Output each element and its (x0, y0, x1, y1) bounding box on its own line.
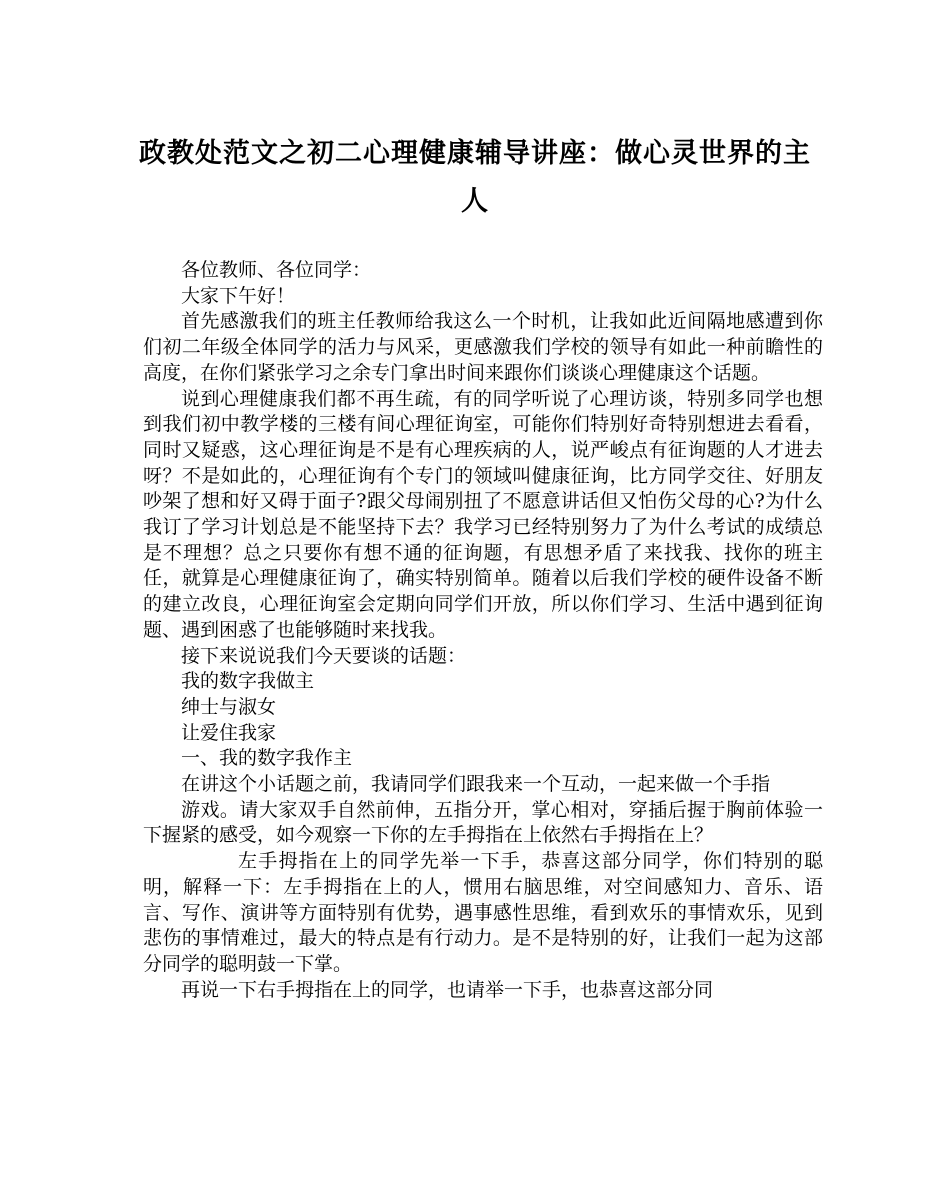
document-title: 政教处范文之初二心理健康辅导讲座：做心灵世界的主人 (139, 138, 811, 217)
paragraph-finger-game: 游戏。请大家双手自然前伸，五指分开，掌心相对，穿插后握于胸前体验一下握紧的感受，如今观察一下你的左手拇指在上依然右手拇指在上？ (143, 798, 823, 847)
topic-item-1: 我的数字我做主 (181, 670, 315, 693)
section-heading-1: 一、我的数字我作主 (181, 747, 353, 770)
topic-item-2: 绅士与淑女 (181, 695, 277, 718)
paragraph-thanks: 首先感激我们的班主任教师给我这么一个时机，让我如此近间隔地感遭到你们初二年级全体同学的活力与风采，更感激我们学校的领导有如此一种前瞻性的高度，在你们紧张学习之余专门拿出时间来跟你们谈谈心理健康这个话题。 (143, 310, 823, 384)
paragraph-greeting: 各位教师、各位同学： (181, 259, 372, 281)
paragraph-hello: 大家下午好！ (181, 284, 296, 307)
topic-item-3: 让爱住我家 (181, 721, 277, 744)
paragraph-left-thumb: 左手拇指在上的同学先举一下手，恭喜这部分同学，你们特别的聪明，解释一下：左手拇指在上的人，惯用右脑思维，对空间感知力、音乐、语言、写作、演讲等方面特别有优势，遇事感性思维，看到欢乐的事情欢乐，见到悲伤的事情难过，最大的特点是有行动力。是不是特别的好，让我们一起为这部分同学的聪明鼓一下掌。 (143, 850, 823, 975)
document-body (143, 258, 823, 1003)
paragraph-interaction: 在讲这个小话题之前，我请同学们跟我来一个互动，一起来做一个手指 (181, 773, 771, 796)
paragraph-counseling-intro: 说到心理健康我们都不再生疏，有的同学听说了心理访谈，特别多同学也想到我们初中教学楼的三楼有间心理征询室，可能你们特别好奇特别想进去看看，同时又疑惑，这心理征询是不是有心理疾病的人，说严峻点有征询题的人才进去呀？不是如此的，心理征询有个专门的领域叫健康征询，比方同学交往、好朋友吵架了想和好又碍于面子?跟父母闹别扭了不愿意讲话但又怕伤父母的心?为什么我订了学习计划总是不能坚持下去？我学习已经特别努力了为什么考试的成绩总是不理想？总之只要你有想不通的征询题，有思想矛盾了来找我、找你的班主任，就算是心理健康征询了，确实特别简单。随着以后我们学校的硬件设备不断的建立改良，心理征询室会定期向同学们开放，所以你们学习、生活中遇到征询题、遇到困惑了也能够随时来找我。 (143, 387, 823, 641)
paragraph-right-thumb: 再说一下右手拇指在上的同学，也请举一下手，也恭喜这部分同 (181, 978, 714, 1001)
paragraph-topics-intro: 接下来说说我们今天要谈的话题： (181, 644, 467, 667)
